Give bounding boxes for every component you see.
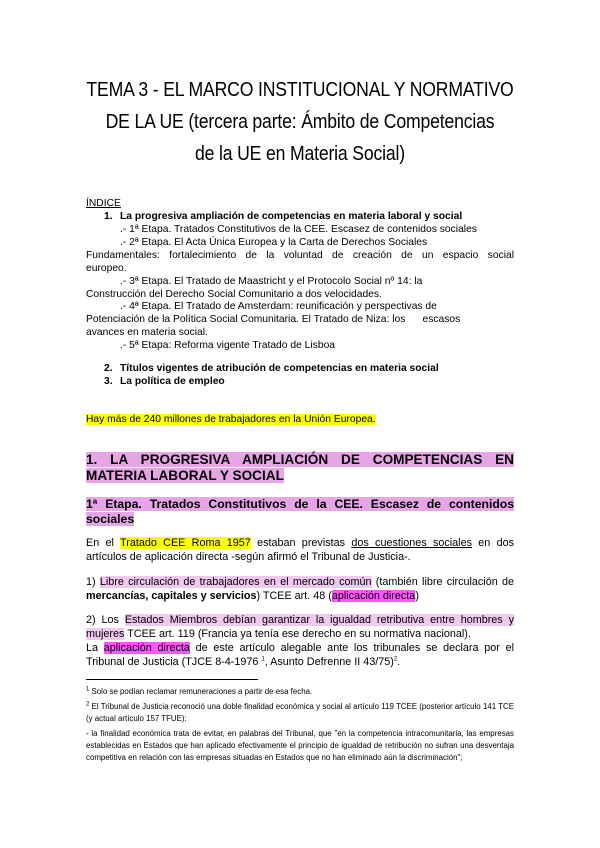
p4-text-a: La bbox=[86, 642, 104, 654]
index-item-3 bbox=[104, 375, 225, 388]
footnote-separator bbox=[86, 679, 258, 680]
p2-highlight-aplicacion-directa: aplicación directa bbox=[331, 590, 416, 602]
index-item-1-text: La progresiva ampliación de competencias en materia laboral y social bbox=[120, 211, 463, 222]
p2-bold: mercancías, capitales y servicios bbox=[86, 590, 257, 602]
footnote-ref-1: 1 bbox=[261, 656, 265, 663]
stage-1-subheading bbox=[86, 497, 514, 527]
p4-highlight-aplicacion-directa: aplicación directa bbox=[103, 642, 190, 654]
p2-text-c: ) TCEE art. 48 ( bbox=[256, 590, 332, 602]
index-item-3-number: 3. bbox=[104, 376, 113, 387]
highlight-note bbox=[86, 413, 376, 426]
index-stage-4-line-2: Potenciación de la Política Social Comunitaria. El Tratado de Niza: los escasos bbox=[86, 314, 461, 325]
p1-text-c: en dos artículos de aplicación directa -según afirmó el Tribunal de Justicia-. bbox=[86, 537, 515, 563]
p4-text-b: de este artículo alegable ante los tribunales se declara por el Tribunal de Justicia (TJCE 8-4-1976 bbox=[86, 642, 514, 668]
p1-text-b: estaban previstas bbox=[250, 537, 352, 549]
index-item-2-number: 2. bbox=[104, 363, 113, 374]
footnote-2-marker: 2 bbox=[86, 701, 90, 708]
index-stage-4-line-3: avances en materia social. bbox=[86, 327, 208, 338]
p1-underlined: dos cuestiones sociales bbox=[351, 537, 472, 549]
page-title bbox=[76, 74, 523, 170]
footnote-ref-2: 2 bbox=[393, 656, 398, 663]
p3-text-a: 2) Los bbox=[86, 614, 125, 626]
index-item-2 bbox=[104, 362, 439, 375]
index-stage-3-line-1: .- 3ª Etapa. El Tratado de Maastricht y el Protocolo Social nº 14: la bbox=[120, 276, 423, 287]
paragraph-libre-circulacion bbox=[86, 575, 514, 603]
title-line-3: de la UE en Materia Social) bbox=[195, 142, 405, 165]
index-item-1 bbox=[104, 210, 462, 223]
footnote-1-text: Solo se podían reclamar remuneraciones a partir de esa fecha. bbox=[89, 687, 313, 696]
footnote-1-marker: 1 bbox=[86, 686, 90, 693]
footnote-2 bbox=[86, 701, 514, 725]
index-stage-5: .- 5ª Etapa: Reforma vigente Tratado de Lisboa bbox=[120, 340, 336, 351]
index-stage-3-line-2: Construcción del Derecho Social Comunitario a dos velocidades. bbox=[86, 289, 382, 300]
title-line-1: TEMA 3 - EL MARCO INSTITUCIONAL Y NORMATIVO bbox=[86, 78, 514, 101]
p1-highlight: Tratado CEE Roma 1957 bbox=[120, 537, 251, 549]
p3-text-b: TCEE art. 119 (Francia ya tenía ese derecho en su normativa nacional). bbox=[124, 628, 471, 640]
p2-text-d: ) bbox=[415, 590, 419, 602]
p4-text-d: . bbox=[397, 656, 401, 668]
footnote-2-text: El Tribunal de Justicia reconoció una doble finalidad económica y social al artículo 119 TCEE (posterior artículo 141 TCE (y actual artículo 157 TFUE): bbox=[86, 702, 514, 723]
index-stage-2-line-3: europeo. bbox=[86, 263, 127, 274]
section-1-heading bbox=[86, 452, 514, 484]
p1-text-a: En el bbox=[86, 537, 121, 549]
paragraph-tratado-roma bbox=[86, 536, 514, 564]
index-item-3-text: La política de empleo bbox=[120, 376, 225, 387]
index-stage-4-line-1: .- 4ª Etapa. El Tratado de Amsterdam: reunificación y perspectivas de bbox=[120, 301, 437, 312]
p2-text-b: (también libre circulación de bbox=[371, 576, 514, 588]
index-heading: ÍNDICE bbox=[86, 198, 121, 209]
p3-highlight: Estados Miembros debían garantizar la igualdad retributiva entre hombres y mujeres bbox=[86, 614, 514, 640]
footnote-1 bbox=[86, 686, 514, 698]
index-stage-2-line-2: Fundamentales: fortalecimiento de la voluntad de creación de un espacio social bbox=[86, 250, 514, 261]
p2-text-a: 1) bbox=[86, 576, 100, 588]
p4-text-c: , Asunto Defrenne II 43/75) bbox=[264, 656, 394, 668]
p2-highlight: Libre circulación de trabajadores en el mercado común bbox=[99, 576, 372, 588]
index-stage-1: .- 1ª Etapa. Tratados Constitutivos de la CEE. Escasez de contenidos sociales bbox=[120, 224, 477, 235]
index-stage-2-line-1: .- 2ª Etapa. El Acta Única Europea y la Carta de Derechos Sociales bbox=[120, 237, 428, 248]
title-line-2: DE LA UE (tercera parte: Ámbito de Competencias bbox=[105, 110, 495, 133]
paragraph-igualdad-retributiva bbox=[86, 613, 514, 669]
highlight-note-text: Hay más de 240 millones de trabajadores en la Unión Europea. bbox=[86, 414, 376, 425]
index-item-2-text: Títulos vigentes de atribución de competencias en materia social bbox=[120, 363, 439, 374]
index-item-1-number: 1. bbox=[104, 211, 113, 222]
stage-1-subheading-text: 1ª Etapa. Tratados Constitutivos de la CEE. Escasez de contenidos sociales bbox=[86, 497, 514, 526]
footnote-2-continuation: - la finalidad económica trata de evitar, en palabras del Tribunal, que "en la competencia intracomunitaria, las empresas establecidas en Estados que han aplicado efectivamente el principio de igualdad de retribución no sufran una desventaja competitiva en relación con las empresas situadas en Estados que no han eliminado aún la discriminación"; bbox=[86, 729, 514, 762]
section-1-heading-text: 1. LA PROGRESIVA AMPLIACIÓN DE COMPETENCIAS EN MATERIA LABORAL Y SOCIAL bbox=[86, 452, 514, 483]
